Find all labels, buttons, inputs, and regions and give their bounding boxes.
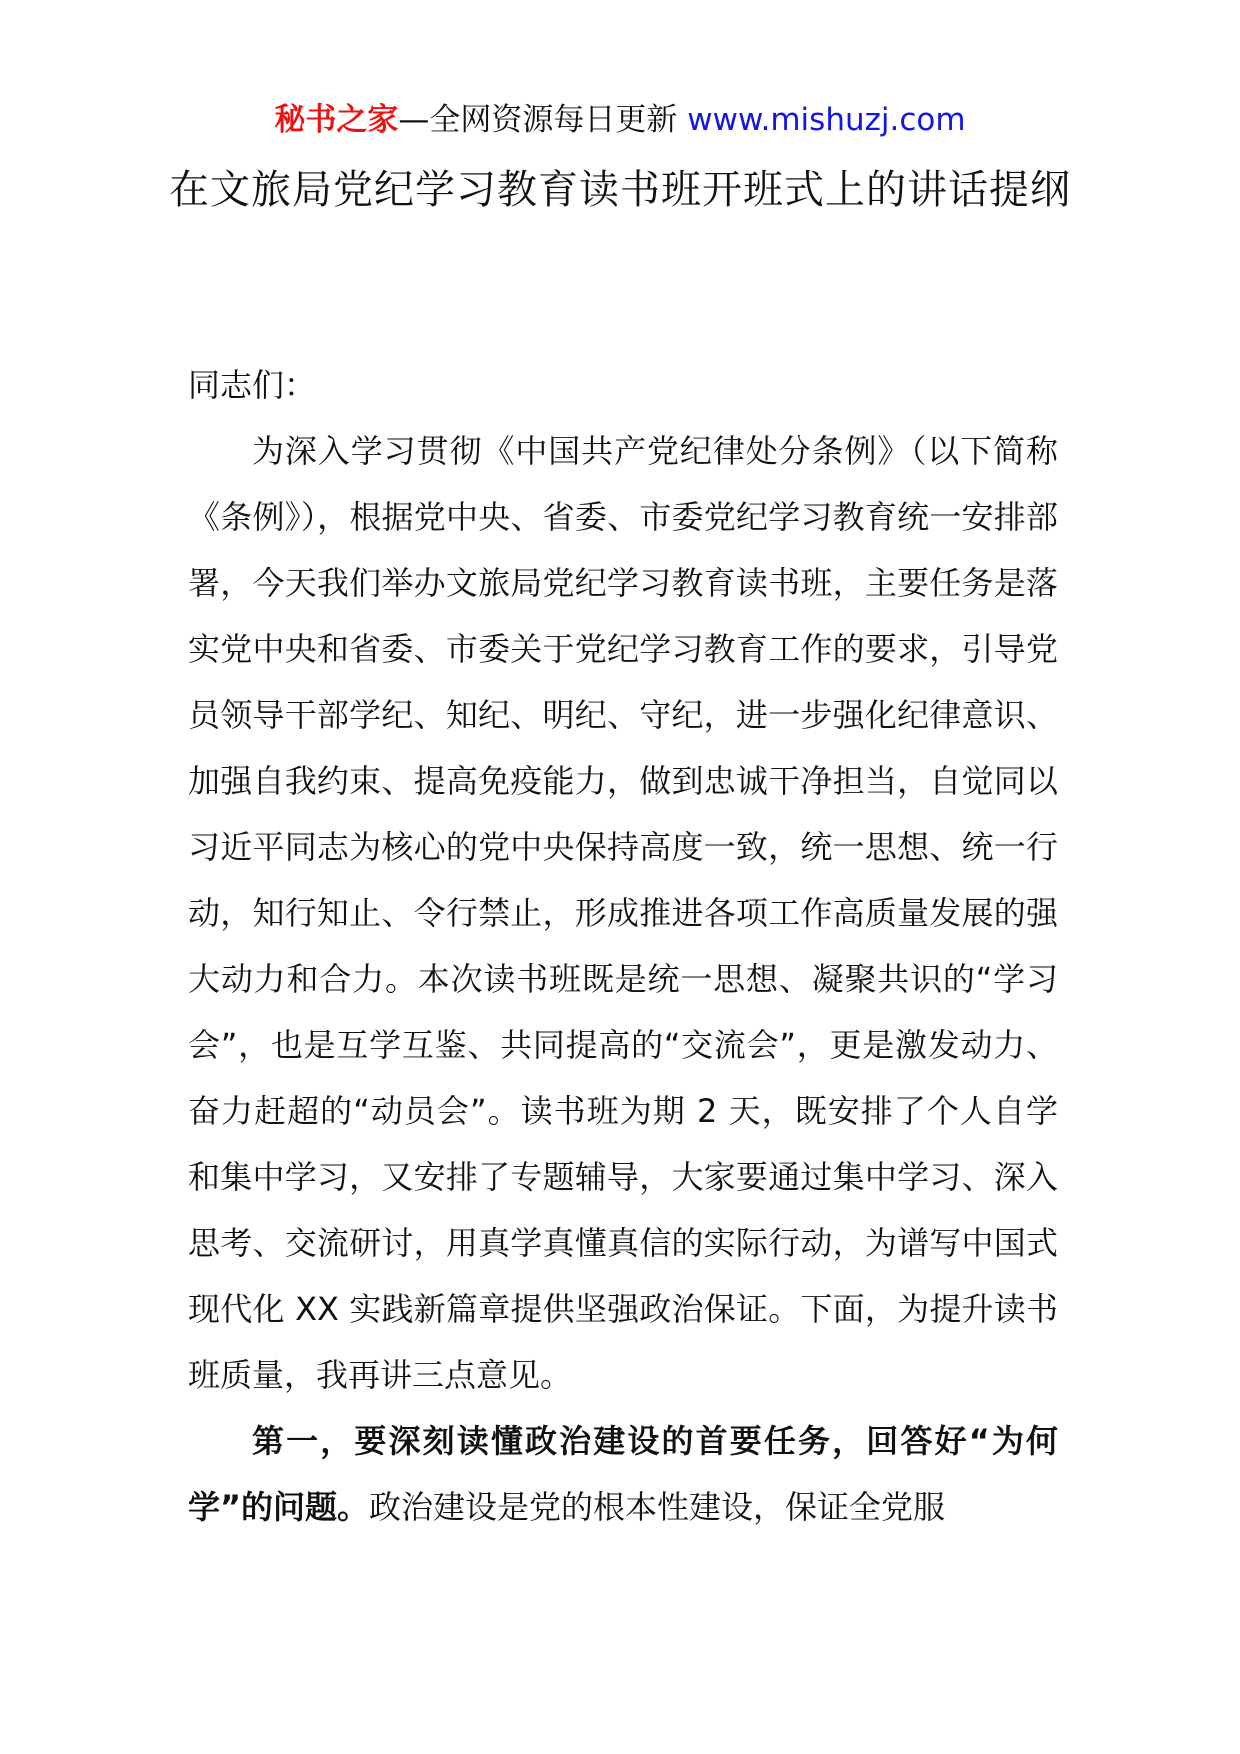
document-body xyxy=(188,352,1058,1540)
document-title: 在文旅局党纪学习教育读书班开班式上的讲话提纲 xyxy=(169,167,1071,213)
paragraph-text: 政治建设是党的根本性建设，保证全党服 xyxy=(369,1488,946,1526)
salutation: 同志们： xyxy=(188,366,317,404)
header-banner xyxy=(0,100,1240,140)
brand-name: 秘书之家 xyxy=(274,102,399,138)
site-url-link[interactable]: www.mishuzj.com xyxy=(687,102,966,138)
banner-tagline: —全网资源每日更新 xyxy=(398,102,688,138)
paragraph-lead: 第一，要深刻读懂政治建设的首要任务，回答好“为何学”的问题。 xyxy=(188,1422,1058,1526)
paragraph-point-one xyxy=(188,1408,1058,1540)
paragraph-intro: 为深入学习贯彻《中国共产党纪律处分条例》（以下简称《条例》），根据党中央、省委、市委党纪学习教育统一安排部署，今天我们举办文旅局党纪学习教育读书班，主要任务是落实党中央和省委、市委关于党纪学习教育工作的要求，引导党员领导干部学纪、知纪、明纪、守纪，进一步强化纪律意识、加强自我约束、提高免疫能力，做到忠诚干净担当，自觉同以习近平同志为核心的党中央保持高度一致，统一思想、统一行动，知行知止、令行禁止，形成推进各项工作高质量发展的强大动力和合力。本次读书班既是统一思想、凝聚共识的“学习会”，也是互学互鉴、共同提高的“交流会”，更是激发动力、奋力赶超的“动员会”。读书班为期 2 天，既安排了个人自学和集中学习，又安排了专题辅导，大家要通过集中学习、深入思考、交流研讨，用真学真懂真信的实际行动，为谱写中国式现代化 XX 实践新篇章提供坚强政治保证。下面，为提升读书班质量，我再讲三点意见。 xyxy=(188,432,1058,1394)
